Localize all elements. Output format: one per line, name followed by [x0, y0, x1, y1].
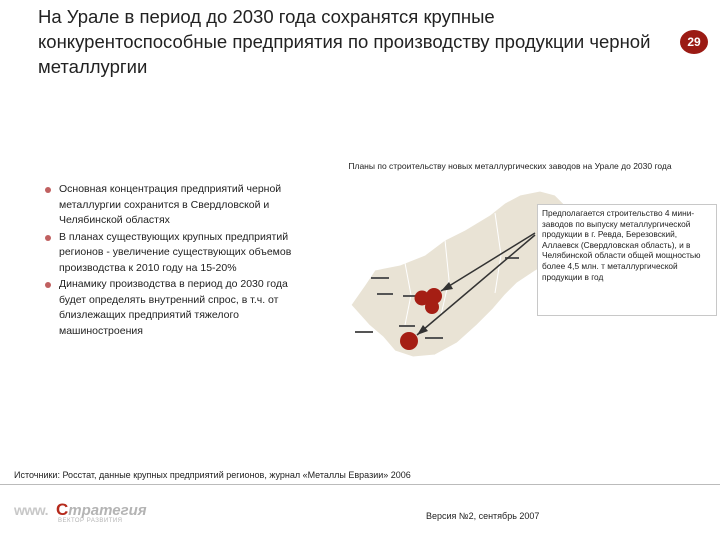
bullet-icon [45, 282, 51, 288]
map-caption: Планы по строительству новых металлургических заводов на Урале до 2030 года [348, 161, 672, 171]
bullet-text: Основная концентрация предприятий черной металлургии сохранится в Свердловской и Челябинской областях [59, 183, 282, 226]
plant-marker [425, 300, 439, 314]
version-label: Версия №2, сентябрь 2007 [426, 511, 540, 521]
city-label-mark [371, 277, 389, 279]
company-logo [14, 500, 174, 528]
logo-prefix: www. [14, 502, 49, 518]
plant-marker [400, 332, 418, 350]
bullet-item [44, 182, 304, 229]
city-label-mark [377, 293, 393, 295]
logo-tagline: ВЕКТОР РАЗВИТИЯ [58, 518, 123, 524]
city-label-mark [399, 325, 415, 327]
bullet-list [44, 182, 304, 340]
footer-divider [0, 484, 720, 485]
source-note: Источники: Росстат, данные крупных предприятий регионов, журнал «Металлы Евразии» 2006 [14, 470, 411, 480]
bullet-text: Динамику производства в период до 2030 года будет определять внутренний спрос, в т.ч. от близлежащих предприятий тяжелого машиностроения [59, 278, 288, 337]
page-number-badge: 29 [680, 30, 708, 54]
slide-title: На Урале в период до 2030 года сохранятся крупные конкурентоспособные предприятия по производству продукции черной металлургии [38, 6, 651, 77]
bullet-item [44, 277, 304, 339]
bullet-text: В планах существующих крупных предприятий регионов - увеличение существующих объемов производства к 2010 году на 15-20% [59, 230, 292, 274]
bullet-icon [45, 235, 51, 241]
city-label-mark [425, 337, 443, 339]
callout-note: Предполагается строительство 4 мини-заводов по выпуску металлургической продукции в г. Ревда, Березовский, Аллаевск (Свердловская область), и в Челябинской области общей мощностью более 4,5 млн. т металлургической продукции в год [537, 204, 717, 316]
bullet-icon [45, 187, 51, 193]
bullet-item [44, 230, 304, 277]
logo-brand: Стратегия [56, 500, 147, 519]
city-label-mark [355, 331, 373, 333]
